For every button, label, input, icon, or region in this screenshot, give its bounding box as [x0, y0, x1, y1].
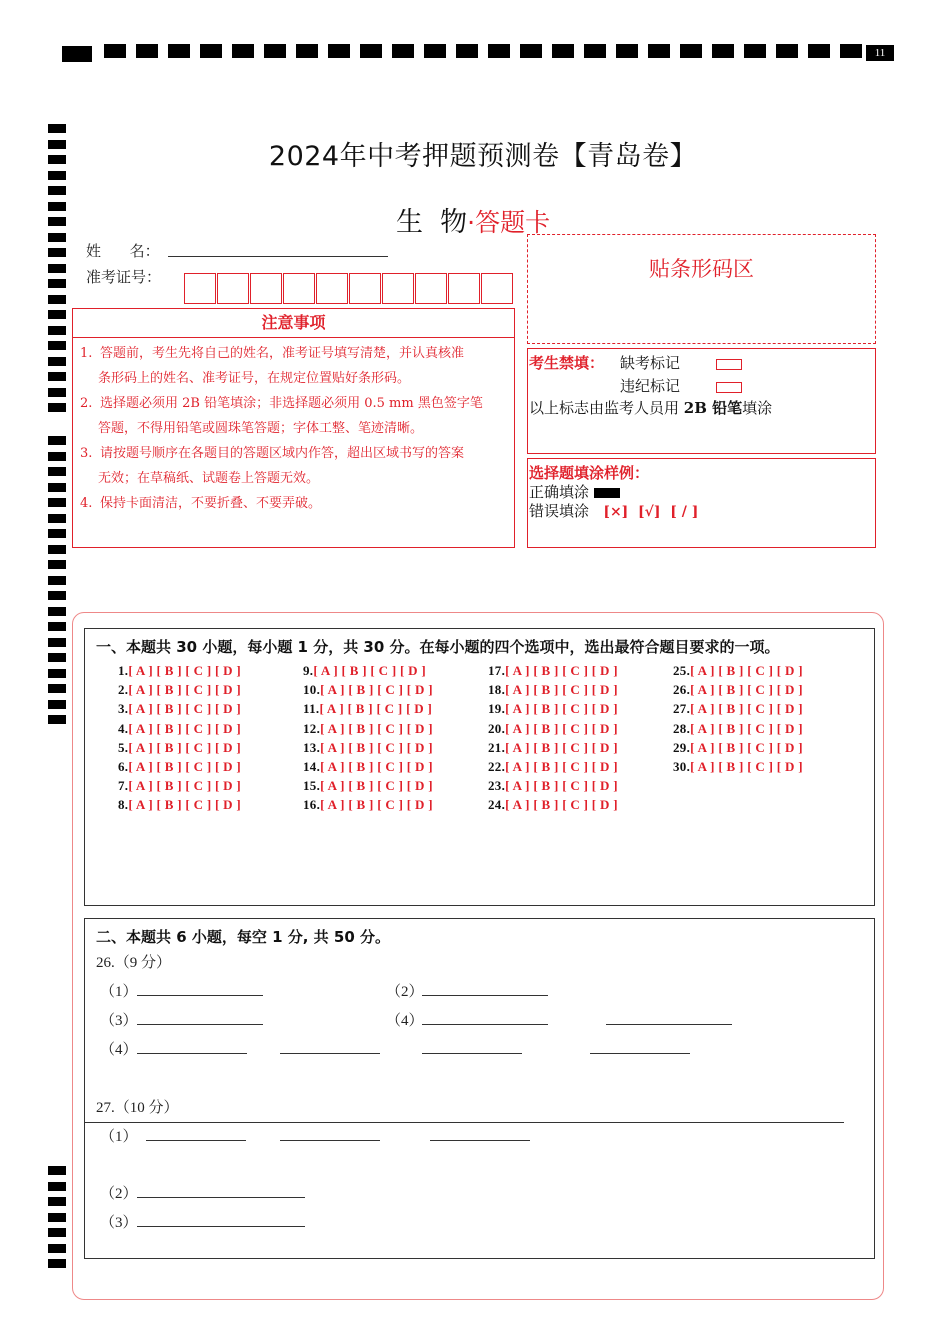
section2-panel: [84, 918, 875, 1259]
mcq-question[interactable]: [303, 797, 433, 813]
question-number: 9.: [303, 663, 314, 678]
question-number: 14.: [303, 759, 321, 774]
timing-mark: [48, 545, 66, 554]
timing-mark: [48, 1197, 66, 1206]
wrong-fill: 错误填涂 [×] [√] [ / ]: [529, 502, 699, 520]
exam-id-boxes[interactable]: [184, 273, 514, 304]
answer-options[interactable]: [ A ] [ B ] [ C ] [ D ]: [505, 682, 618, 698]
answer-blank[interactable]: [146, 1140, 246, 1141]
question-number: 30.: [673, 759, 691, 774]
timing-mark: [48, 452, 66, 461]
timing-mark: [48, 669, 66, 678]
question-number: 4.: [118, 720, 129, 736]
name-label: 姓 名：: [86, 242, 160, 260]
timing-mark: [48, 653, 66, 662]
answer-blank[interactable]: [280, 1053, 380, 1054]
mcq-question[interactable]: [303, 663, 426, 679]
answer-options[interactable]: [ A ] [ B ] [ C ] [ D ]: [505, 663, 618, 678]
question-number: 15.: [303, 778, 321, 794]
notice-rule-3: 3. 请按题号顺序在各题目的答题区域内作答，超出区域书写的答案 无效；在草稿纸、试题卷上答题无效。: [80, 446, 465, 486]
mcq-question[interactable]: [118, 778, 241, 794]
timing-mark: [648, 44, 670, 58]
question-number: 17.: [488, 663, 506, 678]
question-number: 13.: [303, 739, 321, 755]
timing-mark: [48, 529, 66, 538]
timing-mark: [48, 467, 66, 476]
answer-options[interactable]: [ A ] [ B ] [ C ] [ D ]: [320, 739, 433, 755]
question-number: 2.: [118, 682, 129, 698]
question-number: 26.: [673, 682, 691, 698]
timing-mark: [232, 44, 254, 58]
q27-blank-1-label: （1）: [100, 1129, 138, 1145]
notice-rule-4: 4. 保持卡面清洁，不要折叠、不要弄破。: [80, 496, 322, 511]
question-number: 28.: [673, 720, 691, 736]
answer-blank[interactable]: [137, 1197, 305, 1198]
timing-mark: [360, 44, 382, 58]
mcq-question[interactable]: [303, 759, 433, 775]
answer-options[interactable]: [ A ] [ B ] [ C ] [ D ]: [320, 759, 433, 774]
section2-heading: 二、本题共 6 小题，每空 1 分, 共 50 分。: [96, 928, 391, 946]
timing-mark: [48, 576, 66, 585]
answer-options[interactable]: [ A ] [ B ] [ C ] [ D ]: [690, 682, 803, 698]
mcq-question[interactable]: [118, 682, 241, 698]
mcq-question[interactable]: [303, 682, 433, 698]
q26-blank-2-label: （2）: [386, 984, 424, 1000]
timing-mark: [62, 46, 92, 62]
timing-mark: [48, 326, 66, 335]
absent-mark[interactable]: [716, 354, 742, 373]
mcq-question[interactable]: [488, 759, 618, 775]
mcq-question[interactable]: [118, 797, 241, 813]
answer-options[interactable]: [ A ] [ B ] [ C ] [ D ]: [128, 759, 242, 774]
question-number: 23.: [488, 778, 506, 794]
id-digit-box[interactable]: [382, 273, 414, 304]
q26-blank-4-label: （4）: [386, 1013, 424, 1029]
timing-mark: [48, 372, 66, 381]
notice-title: 注意事项: [72, 308, 515, 338]
id-digit-box[interactable]: [415, 273, 447, 304]
timing-mark: [48, 357, 66, 366]
id-digit-box[interactable]: [349, 273, 381, 304]
answer-options[interactable]: [ A ] [ B ] [ C ] [ D ]: [128, 778, 242, 794]
answer-options[interactable]: [ A ] [ B ] [ C ] [ D ]: [128, 739, 242, 755]
page-number: 11: [866, 45, 894, 61]
id-digit-box[interactable]: [217, 273, 249, 304]
mcq-question[interactable]: [118, 740, 241, 756]
answer-options[interactable]: [ A ] [ B ] [ C ] [ D ]: [505, 797, 618, 813]
timing-mark: [488, 44, 510, 58]
question-number: 11.: [303, 701, 320, 717]
timing-mark: [48, 295, 66, 304]
timing-mark: [48, 403, 66, 412]
id-digit-box[interactable]: [283, 273, 315, 304]
correct-fill: 正确填涂: [529, 481, 620, 502]
timing-mark: [48, 514, 66, 523]
id-label: 准考证号：: [86, 268, 162, 286]
timing-mark: [48, 217, 66, 226]
timing-mark: [584, 44, 606, 58]
timing-mark: [424, 44, 446, 58]
answer-blank[interactable]: [422, 995, 548, 996]
q26-blank-1-label: （1）: [100, 984, 138, 1000]
timing-mark: [48, 607, 66, 616]
question-number: 1.: [118, 663, 129, 678]
answer-blank[interactable]: [137, 1226, 305, 1227]
question-number: 12.: [303, 720, 321, 736]
timing-mark: [48, 591, 66, 600]
notice-rule-1: 1. 答题前，考生先将自己的姓名，准考证号填写清楚，并认真核准 条形码上的姓名、准考证号，在规定位置贴好条形码。: [80, 346, 465, 386]
timing-mark: [48, 1244, 66, 1253]
timing-mark: [680, 44, 702, 58]
id-digit-box[interactable]: [481, 273, 513, 304]
answer-options[interactable]: [ A ] [ B ] [ C ] [ D ]: [128, 797, 242, 813]
timing-mark: [48, 1228, 66, 1237]
timing-mark: [296, 44, 318, 58]
question-number: 22.: [488, 759, 506, 774]
question-number: 5.: [118, 739, 129, 755]
question-number: 10.: [303, 682, 321, 698]
q27-blank-2-label: （2）: [100, 1186, 138, 1202]
answer-options[interactable]: [ A ] [ B ] [ C ] [ D ]: [505, 701, 618, 717]
q26-blank-3-label: （3）: [100, 1013, 138, 1029]
answer-options[interactable]: [ A ] [ B ] [ C ] [ D ]: [690, 720, 803, 736]
answer-blank[interactable]: [422, 1053, 522, 1054]
filled-mark-icon: [594, 488, 620, 498]
answer-blank[interactable]: [606, 1024, 732, 1025]
timing-mark: [48, 1213, 66, 1222]
mcq-question[interactable]: [118, 721, 241, 737]
question-number: 25.: [673, 663, 691, 678]
answer-card-label: ·答题卡: [467, 208, 551, 237]
timing-mark: [392, 44, 414, 58]
question-number: 24.: [488, 797, 506, 813]
q27-blank-3-label: （3）: [100, 1215, 138, 1231]
answer-options[interactable]: [ A ] [ B ] [ C ] [ D ]: [320, 778, 433, 794]
answer-options[interactable]: [ A ] [ B ] [ C ] [ D ]: [505, 778, 618, 794]
mcq-question[interactable]: [488, 682, 618, 698]
answer-options[interactable]: [ A ] [ B ] [ C ] [ D ]: [320, 720, 433, 736]
mcq-question[interactable]: [488, 797, 618, 813]
top-timing-marks: [62, 44, 896, 62]
timing-mark: [552, 44, 574, 58]
timing-mark: [48, 436, 66, 445]
id-digit-box[interactable]: [316, 273, 348, 304]
timing-mark: [48, 638, 66, 647]
timing-mark: [48, 279, 66, 288]
timing-mark: [48, 684, 66, 693]
mcq-question[interactable]: [488, 663, 618, 679]
answer-options[interactable]: [ A ] [ B ] [ C ] [ D ]: [313, 663, 427, 678]
question-number: 7.: [118, 778, 129, 794]
mcq-question[interactable]: [118, 759, 241, 775]
violation-label: 违纪标记: [620, 377, 681, 395]
mcq-question[interactable]: [303, 721, 433, 737]
answer-options[interactable]: [ A ] [ B ] [ C ] [ D ]: [128, 701, 242, 717]
timing-mark: [712, 44, 734, 58]
answer-options[interactable]: [ A ] [ B ] [ C ] [ D ]: [505, 739, 618, 755]
mcq-question[interactable]: [673, 759, 803, 775]
mcq-question[interactable]: [303, 701, 432, 717]
answer-blank[interactable]: [137, 995, 263, 996]
answer-blank[interactable]: [430, 1140, 530, 1141]
timing-mark: [48, 622, 66, 631]
sample-title: 选择题填涂样例：: [529, 464, 650, 482]
timing-mark: [48, 700, 66, 709]
timing-mark: [48, 1259, 66, 1268]
answer-options[interactable]: [ A ] [ B ] [ C ] [ D ]: [505, 759, 618, 774]
timing-mark: [48, 1182, 66, 1191]
answer-blank[interactable]: [422, 1024, 548, 1025]
mcq-question[interactable]: [673, 682, 803, 698]
question-number: 27.: [673, 701, 691, 717]
barcode-area[interactable]: 贴条形码区: [527, 234, 876, 344]
answer-options[interactable]: [ A ] [ B ] [ C ] [ D ]: [128, 720, 242, 736]
mcq-question[interactable]: [488, 740, 618, 756]
timing-mark: [48, 248, 66, 257]
mcq-question[interactable]: [118, 663, 241, 679]
answer-options[interactable]: [ A ] [ B ] [ C ] [ D ]: [320, 682, 433, 698]
timing-mark: [776, 44, 798, 58]
timing-mark: [328, 44, 350, 58]
timing-mark: [136, 44, 158, 58]
timing-mark: [808, 44, 830, 58]
answer-options[interactable]: [ A ] [ B ] [ C ] [ D ]: [128, 682, 242, 698]
subject-name: 生 物: [396, 207, 468, 238]
id-digit-box[interactable]: [184, 273, 216, 304]
question-number: 21.: [488, 739, 506, 755]
absent-label: 缺考标记: [620, 354, 681, 372]
question-number: 16.: [303, 797, 321, 813]
question-number: 20.: [488, 720, 506, 736]
forbidden-title: 考生禁填：: [529, 354, 605, 372]
id-digit-box[interactable]: [250, 273, 282, 304]
answer-blank[interactable]: [590, 1053, 690, 1054]
id-digit-box[interactable]: [448, 273, 480, 304]
answer-blank[interactable]: [137, 1024, 263, 1025]
page-title: 2024年中考押题预测卷【青岛卷】: [268, 141, 698, 172]
mcq-question[interactable]: [488, 778, 618, 794]
q26-label: 26.（9 分）: [96, 955, 172, 971]
timing-mark: [168, 44, 190, 58]
timing-mark: [48, 310, 66, 319]
answer-options[interactable]: [ A ] [ B ] [ C ] [ D ]: [690, 739, 803, 755]
timing-mark: [520, 44, 542, 58]
timing-mark: [104, 44, 126, 58]
mcq-question[interactable]: [118, 701, 241, 717]
answer-options[interactable]: [ A ] [ B ] [ C ] [ D ]: [690, 701, 803, 717]
timing-mark: [48, 202, 66, 211]
question-number: 19.: [488, 701, 506, 717]
mcq-question[interactable]: [488, 701, 618, 717]
timing-mark: [200, 44, 222, 58]
timing-mark: [48, 264, 66, 273]
timing-mark: [48, 483, 66, 492]
name-field[interactable]: [168, 256, 388, 257]
question-number: 3.: [118, 701, 129, 717]
mcq-question[interactable]: [673, 663, 803, 679]
mcq-question[interactable]: [303, 778, 433, 794]
mcq-question[interactable]: [673, 701, 803, 717]
violation-mark[interactable]: [716, 377, 742, 396]
answer-options[interactable]: [ A ] [ B ] [ C ] [ D ]: [319, 701, 433, 717]
timing-mark: [48, 233, 66, 242]
answer-options[interactable]: [ A ] [ B ] [ C ] [ D ]: [320, 797, 433, 813]
answer-options[interactable]: [ A ] [ B ] [ C ] [ D ]: [505, 720, 618, 736]
q26-blank-4b-label: （4）: [100, 1042, 138, 1058]
timing-mark: [48, 498, 66, 507]
timing-mark: [48, 1166, 66, 1175]
mcq-question[interactable]: [488, 721, 618, 737]
answer-options[interactable]: [ A ] [ B ] [ C ] [ D ]: [690, 663, 803, 678]
timing-mark: [840, 44, 862, 58]
q27-label: 27.（10 分）: [96, 1100, 179, 1116]
mcq-question[interactable]: [673, 740, 803, 756]
forbidden-note: 以上标志由监考人员用 2B 铅笔填涂: [529, 399, 773, 417]
section1-heading: 一、本题共 30 小题，每小题 1 分，共 30 分。在每小题的四个选项中，选出最符合题目要求的一项。: [96, 638, 780, 656]
timing-mark: [48, 560, 66, 569]
timing-mark: [616, 44, 638, 58]
answer-blank[interactable]: [280, 1140, 380, 1141]
question-number: 6.: [118, 759, 129, 774]
timing-mark: [48, 341, 66, 350]
question-number: 18.: [488, 682, 506, 698]
mcq-question[interactable]: [673, 721, 803, 737]
answer-options[interactable]: [ A ] [ B ] [ C ] [ D ]: [128, 663, 242, 678]
answer-options[interactable]: [ A ] [ B ] [ C ] [ D ]: [690, 759, 803, 774]
timing-mark: [48, 124, 66, 133]
notice-rule-2: 2. 选择题必须用 2B 铅笔填涂；非选择题必须用 0.5 mm 黑色签字笔 答题，不得用铅笔或圆珠笔答题；字体工整、笔迹清晰。: [80, 396, 483, 436]
mcq-question[interactable]: [303, 740, 433, 756]
timing-mark: [48, 388, 66, 397]
timing-mark: [744, 44, 766, 58]
answer-blank[interactable]: [137, 1053, 247, 1054]
timing-mark: [48, 715, 66, 724]
timing-mark: [264, 44, 286, 58]
question-number: 8.: [118, 797, 129, 813]
divider: [84, 1122, 844, 1123]
timing-mark: [48, 186, 66, 195]
timing-mark: [456, 44, 478, 58]
question-number: 29.: [673, 739, 691, 755]
